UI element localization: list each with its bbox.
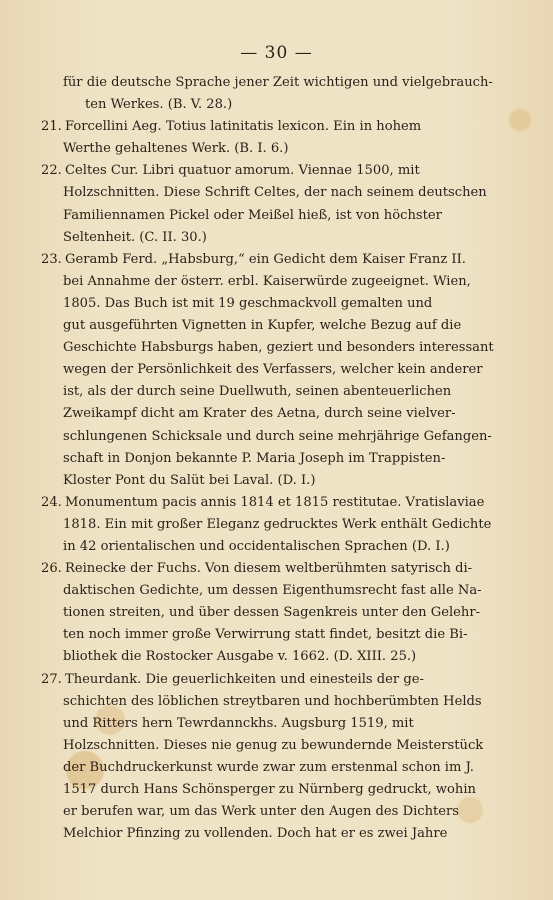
- text-line: schaft in Donjon bekannte P. Maria Joseph im Trappisten-: [63, 450, 446, 466]
- text-line: Melchior Pfinzing zu vollenden. Doch hat er es zwei Jahre: [63, 826, 448, 842]
- text-line: Zweikampf dicht am Krater des Aetna, durch seine vielver-: [63, 406, 456, 422]
- text-line: Reinecke der Fuchs. Von diesem weltberühmten satyrisch di-: [65, 561, 473, 577]
- text-line: bei Annahme der österr. erbl. Kaiserwürde zugeeignet. Wien,: [63, 273, 471, 289]
- page-number: — 30 —: [240, 43, 313, 63]
- text-line: Forcellini Aeg. Totius latinitatis lexicon. Ein in hohem: [65, 119, 422, 135]
- text-line: Holzschnitten. Dieses nie genug zu bewundernde Meisterstück: [63, 737, 484, 753]
- list-item: [41, 669, 493, 846]
- text-line: 1805. Das Buch ist mit 19 geschmackvoll gemalten und: [63, 295, 433, 311]
- text-line: er berufen war, um das Werk unter den Augen des Dichters: [63, 804, 460, 820]
- text-line: Geschichte Habsburgs haben, geziert und besonders interessant: [63, 340, 494, 356]
- text-line: Kloster Pont du Salüt bei Laval. (D. I.): [63, 472, 316, 488]
- entry-number: 22.: [41, 163, 62, 179]
- text-line: ten Werkes. (B. V. 28.): [85, 97, 233, 113]
- list-item: [41, 558, 493, 668]
- text-line: Monumentum pacis annis 1814 et 1815 restitutae. Vratislaviae: [65, 494, 485, 510]
- text-line: Geramb Ferd. „Habsburg,“ ein Gedicht dem Kaiser Franz II.: [65, 251, 466, 267]
- text-body: [41, 72, 494, 845]
- list-item: [41, 249, 494, 492]
- list-item: [41, 492, 493, 558]
- text-line: und Ritters hern Tewrdannckhs. Augsburg 1519, mit: [63, 715, 414, 731]
- entry-number: 26.: [41, 561, 62, 577]
- list-item: [41, 116, 493, 160]
- text-line: in 42 orientalischen und occidentalischen Sprachen (D. I.): [63, 538, 450, 554]
- text-line: Seltenheit. (C. II. 30.): [63, 229, 207, 245]
- entry-number: 21.: [41, 119, 62, 135]
- text-line: Theurdank. Die geuerlichkeiten und einesteils der ge-: [65, 671, 424, 687]
- text-line: bliothek die Rostocker Ausgabe v. 1662. (D. XIII. 25.): [63, 649, 417, 665]
- text-line: Familiennamen Pickel oder Meißel hieß, ist von höchster: [63, 207, 442, 223]
- text-line: 1818. Ein mit großer Eleganz gedrucktes Werk enthält Gedichte: [63, 516, 492, 532]
- entry-number: 23.: [41, 251, 62, 267]
- text-line: 1517 durch Hans Schönsperger zu Nürnberg gedruckt, wohin: [63, 782, 476, 797]
- text-line: schlungenen Schicksale und durch seine mehrjährige Gefangen-: [63, 428, 492, 444]
- entry-number: 27.: [41, 671, 62, 687]
- text-line: gut ausgeführten Vignetten in Kupfer, welche Bezug auf die: [63, 318, 462, 334]
- text-line: Holzschnitten. Diese Schrift Celtes, der nach seinem deutschen: [63, 185, 487, 201]
- list-item: [41, 160, 493, 248]
- text-line: Celtes Cur. Libri quatuor amorum. Viennae 1500, mit: [65, 163, 420, 179]
- text-line: ist, als der durch seine Duellwuth, seinen abenteuerlichen: [63, 384, 452, 400]
- text-line: ten noch immer große Verwirrung statt findet, besitzt die Bi-: [63, 627, 468, 643]
- text-line: der Buchdruckerkunst wurde zwar zum erstenmal schon im J.: [63, 759, 474, 775]
- text-line: tionen streiten, und über dessen Sagenkreis unter den Gelehr-: [63, 605, 480, 621]
- text-line: daktischen Gedichte, um dessen Eigenthumsrecht fast alle Na-: [63, 583, 482, 599]
- entry-number: 24.: [41, 494, 62, 510]
- text-line: schichten des löblichen streytbaren und hochberümbten Helds: [63, 693, 482, 709]
- text-line: wegen der Persönlichkeit des Verfassers, welcher kein anderer: [63, 362, 483, 378]
- text-line: für die deutsche Sprache jener Zeit wichtigen und vielgebrauch-: [63, 75, 493, 90]
- text-line: Werthe gehaltenes Werk. (B. I. 6.): [63, 141, 289, 157]
- list-item: [63, 72, 493, 116]
